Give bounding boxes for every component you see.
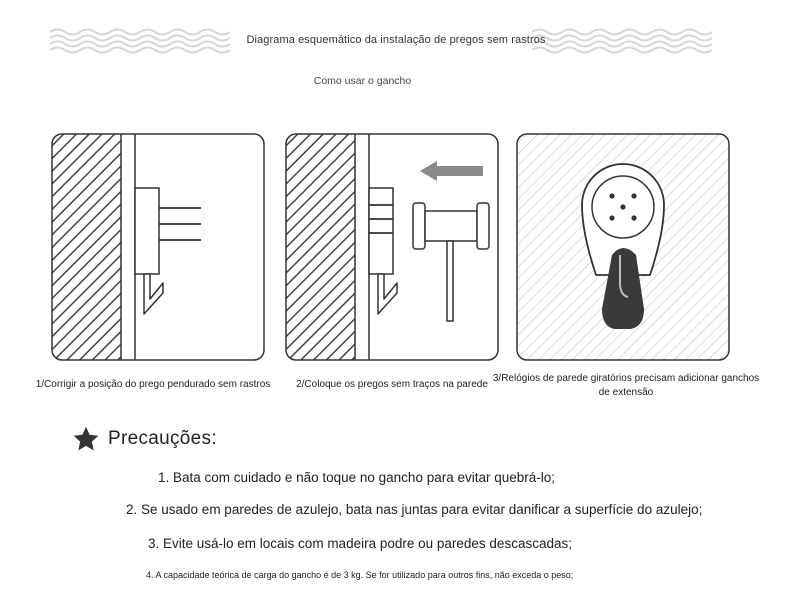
precautions-header (72, 424, 217, 454)
step-3-caption: 3/Relógios de parede giratórios precisam adicionar ganchos de extensão (492, 373, 760, 398)
precaution-item-2: 2. Se usado em paredes de azulejo, bata nas juntas para evitar danificar a superfície do azulejo; (126, 502, 703, 517)
step-1-caption: 1/Corrigir a posição do prego pendurado sem rastros (35, 379, 271, 390)
diagram-subtitle: Como usar o gancho (313, 75, 412, 87)
step-2-panel (285, 133, 499, 361)
step-3-panel (516, 133, 730, 361)
diagram-title: Diagrama esquemático da instalação de pregos sem rastros (246, 34, 546, 46)
step-2-caption: 2/Coloque os pregos sem traços na parede (296, 379, 488, 390)
step-1-panel (51, 133, 265, 361)
precautions-title: Precauções: (108, 428, 217, 449)
precaution-item-3: 3. Evite usá-lo em locais com madeira podre ou paredes descascadas; (148, 536, 572, 551)
extension-hook-icon (516, 133, 730, 361)
hammer-icon (285, 133, 499, 361)
precaution-item-1: 1. Bata com cuidado e não toque no gancho para evitar quebrá-lo; (158, 470, 556, 485)
wall-hook-nails-icon (51, 133, 265, 361)
star-icon (72, 425, 100, 453)
precaution-item-4: 4. A capacidade teórica de carga do gancho é de 3 kg. Se for utilizado para outros fins, não exceda o peso; (146, 570, 574, 580)
